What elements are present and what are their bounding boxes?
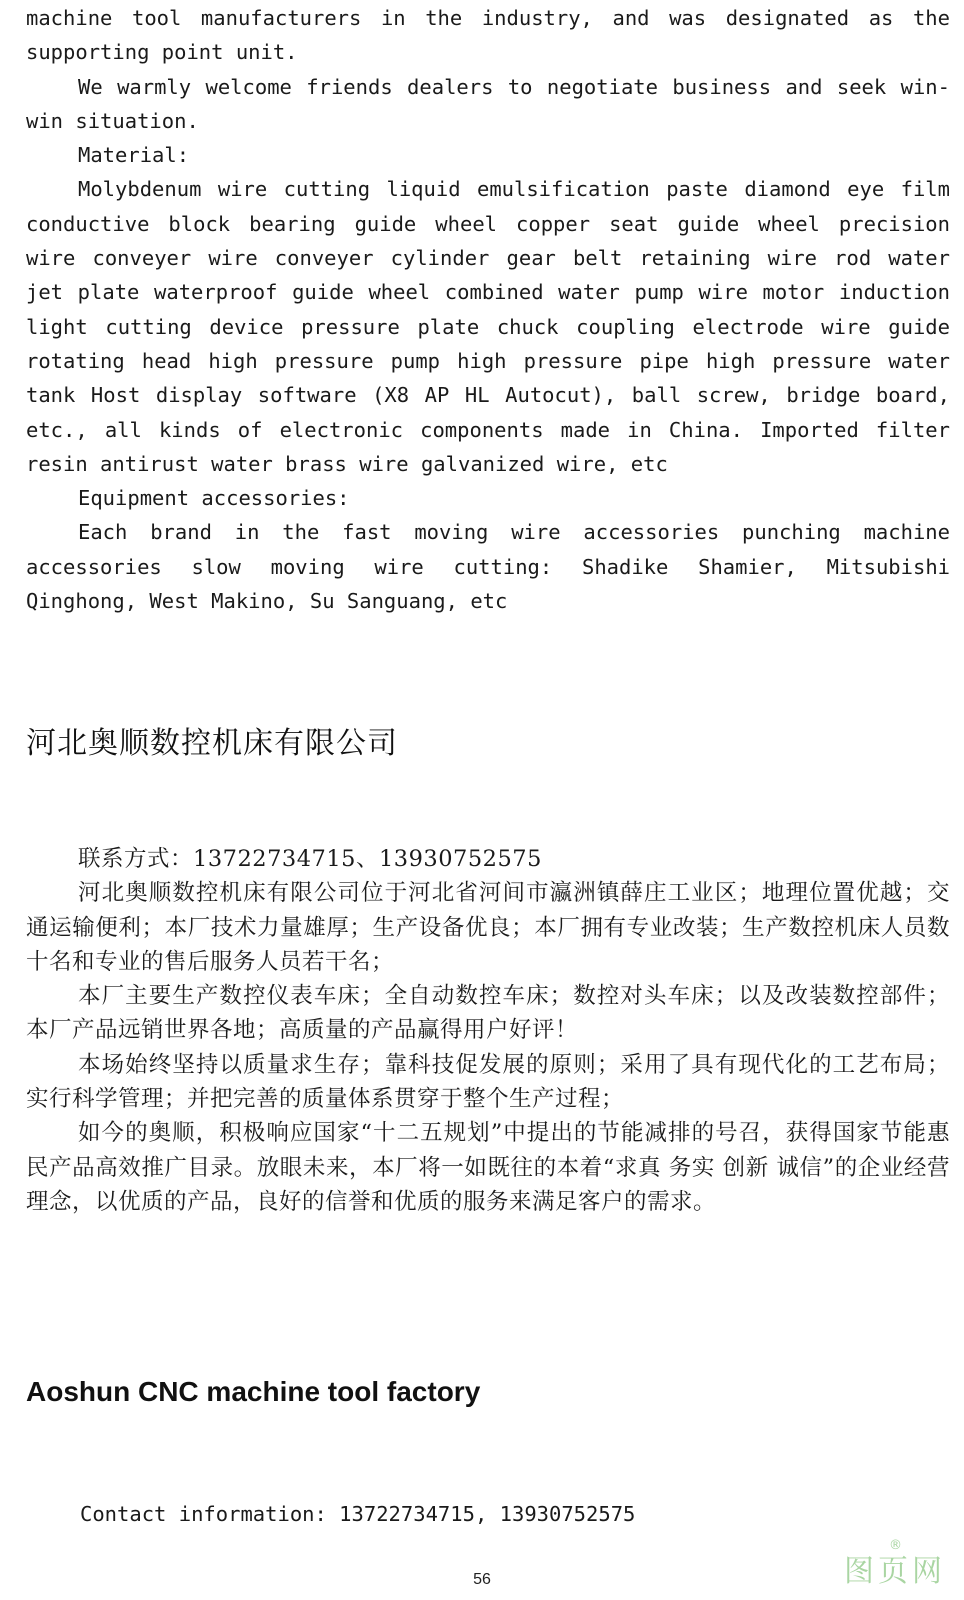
chinese-paragraph-quality: 本场始终坚持以质量求生存；靠科技促发展的原则；采用了具有现代化的工艺布局；实行科学管理；并把完善的质量体系贯穿于整个生产过程； — [26, 1051, 950, 1113]
material-paragraph: Molybdenum wire cutting liquid emulsification paste diamond eye film conductive block bearing guide wheel copper seat guide wheel precision wire conveyer wire conveyer cylinder gear belt retaining wire rod water jet plate waterproof guide wheel combined water pump wire motor induction light cutting device pressure plate chuck coupling electrode wire guide rotating head high pressure pump high pressure pipe high pressure water tank Host display software (X8 AP HL Autocut), ball screw, bridge board, etc., all kinds of electronic components made in China. Imported filter resin antirust water brass wire galvanized wire, etc — [26, 177, 950, 476]
material-label: Material: — [78, 143, 190, 168]
company-heading-english: Aoshun CNC machine tool factory — [26, 1376, 481, 1407]
watermark-text: 图页网 — [844, 1554, 946, 1589]
equipment-paragraph: Each brand in the fast moving wire accessories punching machine accessories slow moving wire cutting: Shadike Shamier, Mitsubishi Qinghong, West Makino, Su Sanguang, etc — [26, 520, 950, 614]
chinese-paragraph-future: 如今的奥顺，积极响应国家“十二五规划”中提出的节能减排的号召，获得国家节能惠民产品高效推广目录。放眼未来，本厂将一如既往的本着“求真 务实 创新 诚信”的企业经营理念，以优质的产品，良好的信誉和优质的服务来满足客户的需求。 — [26, 1120, 950, 1215]
welcome-paragraph: We warmly welcome friends dealers to negotiate business and seek win-win situation. — [26, 74, 950, 133]
intro-continuation-paragraph: machine tool manufacturers in the industry, and was designated as the supporting point unit. — [26, 6, 950, 65]
english-intro-block — [26, 0, 950, 618]
contact-chinese: 联系方式：13722734715、13930752575 — [78, 846, 542, 872]
equipment-label: Equipment accessories: — [78, 486, 350, 511]
chinese-paragraph-products: 本厂主要生产数控仪表车床；全自动数控车床；数控对头车床；以及改装数控部件；本厂产品远销世界各地；高质量的产品赢得用户好评！ — [26, 983, 950, 1044]
registered-mark: ® — [889, 1538, 902, 1553]
company-heading-chinese: 河北奥顺数控机床有限公司 — [26, 726, 398, 761]
chinese-paragraph-location: 河北奥顺数控机床有限公司位于河北省河间市瀛洲镇薛庄工业区；地理位置优越；交通运输便利；本厂技术力量雄厚；生产设备优良；本厂拥有专业改装；生产数控机床人员数十名和专业的售后服务人员若干名； — [26, 880, 950, 975]
watermark-logo — [836, 1538, 946, 1590]
page-number: 56 — [473, 1571, 491, 1588]
contact-english: Contact information: 13722734715, 13930752575 — [80, 1502, 636, 1526]
chinese-company-block — [26, 842, 950, 1219]
